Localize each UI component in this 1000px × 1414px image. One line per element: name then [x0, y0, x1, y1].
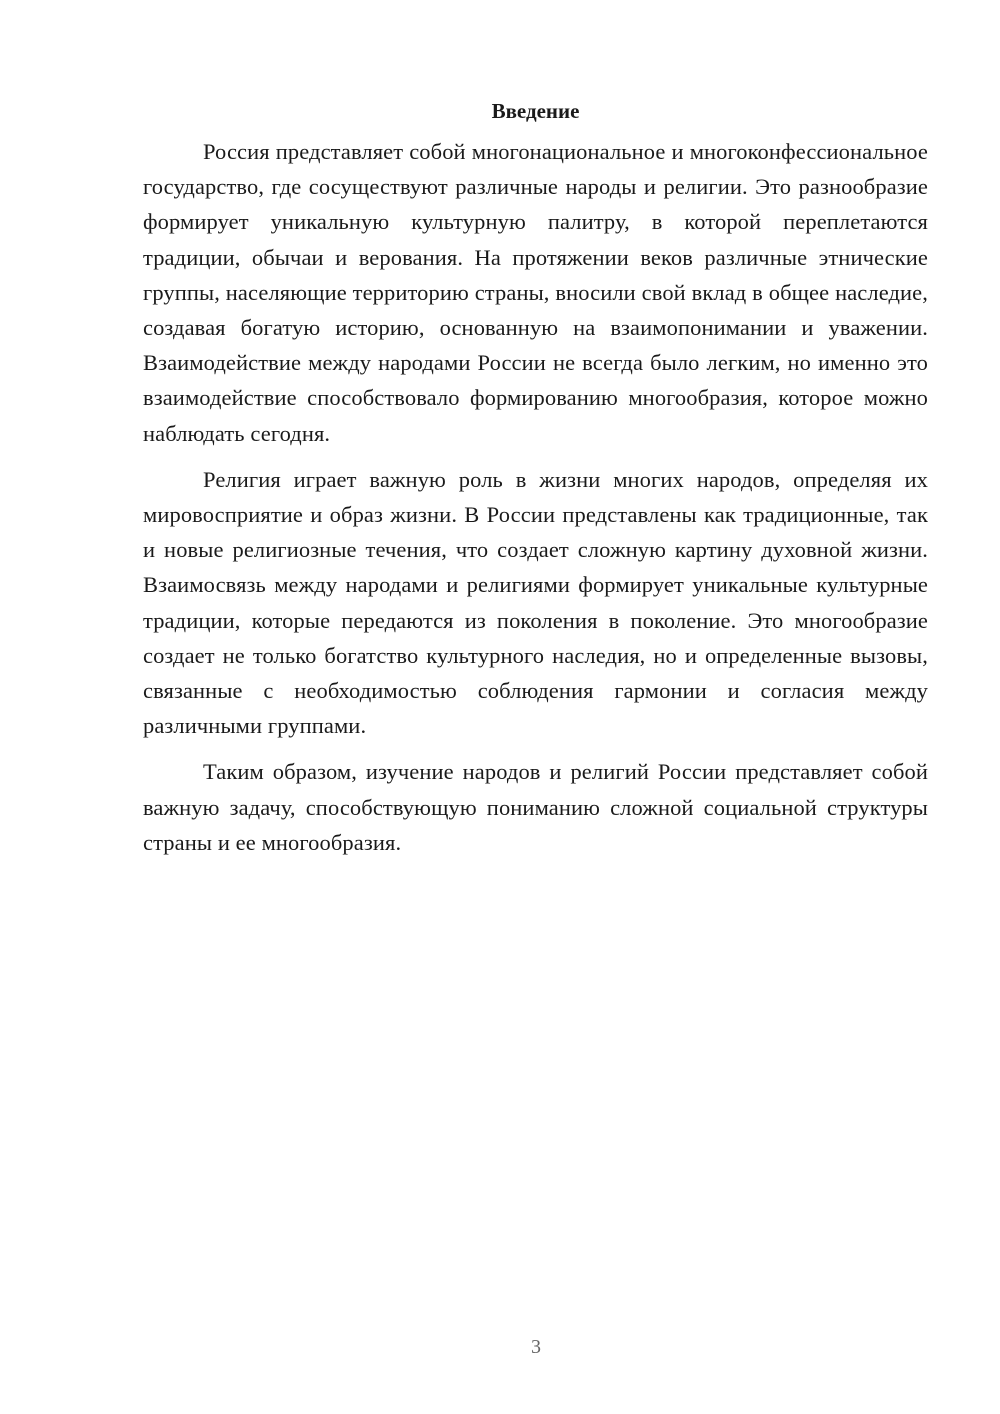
paragraph-3: Таким образом, изучение народов и религий России представляет собой важную задачу, способствующую пониманию сложной социальной структуры страны и ее многообразия.: [143, 759, 928, 855]
section-heading: Введение: [491, 99, 580, 123]
paragraph-1: Россия представляет собой многонациональное и многоконфессиональное государство, где сосуществуют различные народы и религии. Это разнообразие формирует уникальную культурную палитру, в которой переплетаются традиции, обычаи и верования. На протяжении веков различные этнические группы, населяющие территорию страны, вносили свой вклад в общее наследие, создавая богатую историю, основанную на взаимопонимании и уважении. Взаимодействие между народами России не всегда было легким, но именно это взаимодействие способствовало формированию многообразия, которое можно наблюдать сегодня.: [143, 139, 928, 446]
page-number: 3: [531, 1336, 541, 1358]
paragraph-2: Религия играет важную роль в жизни многих народов, определяя их мировосприятие и образ жизни. В России представлены как традиционные, так и новые религиозные течения, что создает сложную картину духовной жизни. Взаимосвязь между народами и религиями формирует уникальные культурные традиции, которые передаются из поколения в поколение. Это многообразие создает не только богатство культурного наследия, но и определенные вызовы, связанные с необходимостью соблюдения гармонии и согласия между различными группами.: [143, 466, 928, 739]
page-content: [143, 95, 928, 860]
